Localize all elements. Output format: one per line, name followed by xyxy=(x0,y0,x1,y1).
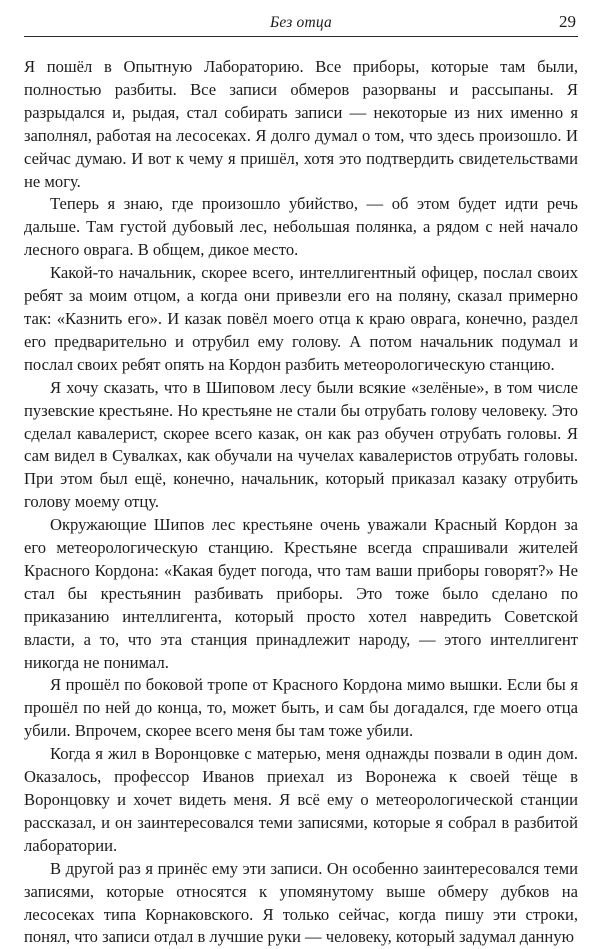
body-text xyxy=(24,56,578,949)
running-header xyxy=(24,10,578,37)
paragraph-7: Когда я жил в Воронцовке с матерью, меня однажды позвали в один дом. Оказалось, профессор Иванов приехал из Воронежа к своей тёще в Воронцовку и хочет видеть меня. Я всё ему о метеорологической станции рассказал, и он заинтересовался теми записями, которые я собрал в разбитой лаборатории. xyxy=(24,744,578,855)
paragraph-6: Я прошёл по боковой тропе от Красного Кордона мимо вышки. Если бы я прошёл по ней до конца, то, может быть, и сам бы догадался, где моего отца убили. Впрочем, скорее всего меня бы там тоже убили. xyxy=(24,675,578,741)
running-title: Без отца xyxy=(270,14,332,31)
paragraph-2: Теперь я знаю, где произошло убийство, — об этом будет идти речь дальше. Там густой дубовый лес, небольшая полянка, а рядом с ней начало лесного оврага. В общем, дикое место. xyxy=(24,194,578,260)
paragraph-5: Окружающие Шипов лес крестьяне очень уважали Красный Кордон за его метеорологическую станцию. Крестьяне всегда спрашивали жителей Красного Кордона: «Какая будет погода, что там ваши приборы говорят?» Не стал бы крестьянин разбивать приборы. Это тоже было сделано по приказанию интеллигента, который просто хотел навредить Советской власти, а то, что эта станция принадлежит народу, — этого интеллигент никогда не понимал. xyxy=(24,515,578,672)
paragraph-8: В другой раз я принёс ему эти записи. Он особенно заинтересовался теми записями, которые относятся к упомянутому выше обмеру дубков на лесосеках типа Корнаковского. Я только сейчас, когда пишу эти строки, понял, что записи отдал в лучшие руки — человеку, который задумал данную xyxy=(24,858,578,947)
page-number: 29 xyxy=(559,12,576,31)
paragraph-4: Я хочу сказать, что в Шиповом лесу были всякие «зелёные», в том числе пузевские крестьяне. Но крестьяне не стали бы отрубать голову человеку. Это сделал кавалерист, скорее всего казак, он как раз обучен отрубать головы. Я сам видел в Сувалках, как обучали на чучелах кавалеристов отрубать головы. При этом был ещё, конечно, начальник, который приказал казаку отрубить голову моему отцу. xyxy=(24,377,578,512)
paragraph-3: Какой-то начальник, скорее всего, интеллигентный офицер, послал своих ребят за моим отцом, а когда они привезли его на поляну, сказал примерно так: «Казнить его». И казак повёл моего отца к краю оврага, конечно, раздел его предварительно и отрубил ему голову. А потом начальник подумал и послал своих ребят опять на Кордон разбить метеорологическую станцию. xyxy=(24,263,578,374)
paragraph-1: Я пошёл в Опытную Лабораторию. Все приборы, которые там были, полностью разбиты. Все записи обмеров разорваны и рассыпаны. Я разрыдался и, рыдая, стал собирать записи — некоторые из них именно я заполнял, работая на лесосеках. Я долго думал о том, что здесь произошло. И сейчас думаю. И вот к чему я пришёл, хотя это подтвердить свидетельствами не могу. xyxy=(24,57,578,191)
